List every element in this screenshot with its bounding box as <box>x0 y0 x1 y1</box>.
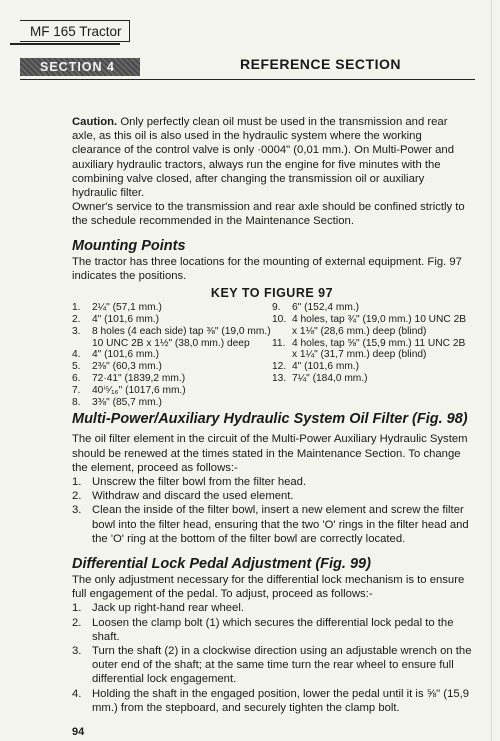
mounting-points-text: The tractor has three locations for the mounting of external equipment. Fig. 97 indicates the positions. <box>72 255 462 282</box>
key-item-text: 7¼" (184,0 mm.) <box>292 373 368 385</box>
difflock-step-text: Loosen the clamp bolt (1) which secures the differential lock pedal to the shaft. <box>92 616 454 643</box>
key-item <box>72 361 272 373</box>
key-item-number: 12. <box>272 361 287 373</box>
filter-step-number: 3. <box>72 504 82 517</box>
key-item <box>272 314 472 338</box>
key-item-number: 2. <box>72 314 81 326</box>
key-item <box>272 302 472 314</box>
difflock-step <box>72 616 472 644</box>
key-item-number: 13. <box>272 373 287 385</box>
difflock-step-number: 1. <box>72 602 82 615</box>
reference-section-title: REFERENCE SECTION <box>240 56 401 72</box>
key-item <box>272 373 472 385</box>
difflock-step <box>72 687 472 715</box>
difflock-step <box>72 601 472 615</box>
key-title: KEY TO FIGURE 97 <box>210 286 334 301</box>
caution-paragraph <box>72 115 472 200</box>
key-item-text: 4" (101,6 mm.) <box>292 361 360 373</box>
key-item-text: 4" (101,6 mm.) <box>92 349 160 361</box>
key-item-number: 11. <box>272 337 286 349</box>
key-item-number: 9. <box>272 302 281 314</box>
key-item-number: 3. <box>72 325 81 337</box>
key-item-number: 8. <box>72 396 81 408</box>
filter-step-number: 1. <box>72 476 82 489</box>
page-number: 94 <box>72 726 85 738</box>
filter-step-text: Unscrew the filter bowl from the filter head. <box>92 476 307 489</box>
key-item-number: 4. <box>72 349 81 361</box>
difflock-text: The only adjustment necessary for the differential lock mechanism is to ensure full engagement of the pedal. To adjust, proceed as follows:- <box>72 574 465 601</box>
key-item <box>72 373 272 385</box>
key-table <box>72 302 472 408</box>
key-item-text: 2⅜" (60,3 mm.) <box>92 361 162 373</box>
difflock-step-text: Jack up right-hand rear wheel. <box>92 602 244 615</box>
key-right-column <box>272 302 472 408</box>
difflock-step-number: 3. <box>72 645 82 658</box>
difflock-step-number: 2. <box>72 616 82 629</box>
reference-rule <box>20 79 475 80</box>
key-item-text: 4" (101,6 mm.) <box>92 314 160 326</box>
key-item-number: 7. <box>72 384 81 396</box>
filter-step <box>72 475 472 489</box>
key-item-number: 5. <box>72 361 81 373</box>
filter-steps-list <box>72 475 472 546</box>
key-item-text: 8 holes (4 each side) tap ⅜" (19,0 mm.) 10 UNC 2B x 1½" (38,0 mm.) deep <box>92 325 271 349</box>
key-item-number: 1. <box>72 302 81 314</box>
key-item <box>72 397 272 409</box>
key-item-text: 40ⁱ⁵⁄₁₆" (1017,6 mm.) <box>92 384 186 396</box>
key-item <box>72 385 272 397</box>
mounting-points-heading: Mounting Points <box>72 237 186 254</box>
filter-heading: Multi-Power/Auxiliary Hydraulic System Oil Filter (Fig. 98) <box>72 411 468 428</box>
caution-text: Only perfectly clean oil must be used in the transmission and rear axle, as this oil is also used in the hydraulic system where the working clearance of the control valve is only ·0004" (0,01 mm.). On Multi-Power and auxiliary hydraulic tractors, always run the engine for five minutes with the combining valve closed, after changing the transmission oil or auxiliary hydraulic filter. <box>72 116 454 200</box>
filter-step-number: 2. <box>72 490 82 503</box>
difflock-step-number: 4. <box>72 687 82 700</box>
page-edge-line <box>491 0 492 741</box>
key-item <box>72 349 272 361</box>
difflock-step-text: Turn the shaft (2) in a clockwise direction using an adjustable wrench on the outer end of the shaft; at the same time turn the rear wheel to ensure full differential lock engagement. <box>92 645 472 686</box>
difflock-step <box>72 644 472 687</box>
header-rule <box>10 43 120 45</box>
key-item-text: 2¼" (57,1 mm.) <box>92 302 162 314</box>
filter-text: The oil filter element in the circuit of the Multi-Power Auxiliary Hydraulic System should be renewed at the times stated in the Maintenance Section. To change the element, proceed as follows:- <box>72 433 468 474</box>
filter-step-text: Withdraw and discard the used element. <box>92 490 294 503</box>
owner-service-paragraph: Owner's service to the transmission and rear axle should be confined strictly to the schedule recommended in the Maintenance Section. <box>72 201 465 228</box>
caution-label: Caution. <box>72 116 118 128</box>
key-item <box>272 338 472 362</box>
filter-step <box>72 489 472 503</box>
key-item <box>272 361 472 373</box>
difflock-heading: Differential Lock Pedal Adjustment (Fig. 99) <box>72 556 371 573</box>
tractor-title-box: MF 165 Tractor <box>20 20 130 42</box>
key-item-number: 10. <box>272 314 287 326</box>
key-item-text: 3⅜" (85,7 mm.) <box>92 396 162 408</box>
key-left-column <box>72 302 272 408</box>
page-body <box>72 115 472 715</box>
key-item-text: 4 holes, tap ¾" (19,0 mm.) 10 UNC 2B x 1⅛" (28,6 mm.) deep (blind) <box>292 314 467 337</box>
key-item-text: 72·41" (1839,2 mm.) <box>92 373 186 385</box>
key-item <box>72 314 272 326</box>
filter-step <box>72 503 472 546</box>
section-tab: SECTION 4 <box>20 58 140 76</box>
key-item <box>72 302 272 314</box>
key-item-text: 4 holes, tap ⅝" (15,9 mm.) 11 UNC 2B x 1¼" (31,7 mm.) deep (blind) <box>292 337 466 361</box>
filter-step-text: Clean the inside of the filter bowl, insert a new element and screw the filter bowl into the filter head, ensuring that the two 'O' rings in the filter head and the 'O' ring at the bottom of the filter bowl are correctly located. <box>92 504 469 545</box>
key-item-number: 6. <box>72 373 81 385</box>
difflock-step-text: Holding the shaft in the engaged position, lower the pedal until it is ⅝" (15,9 mm.) from the stepboard, and securely tighten the clamp bolt. <box>92 687 470 714</box>
difflock-steps-list <box>72 601 472 715</box>
key-item <box>72 326 272 350</box>
key-item-text: 6" (152,4 mm.) <box>292 302 360 314</box>
